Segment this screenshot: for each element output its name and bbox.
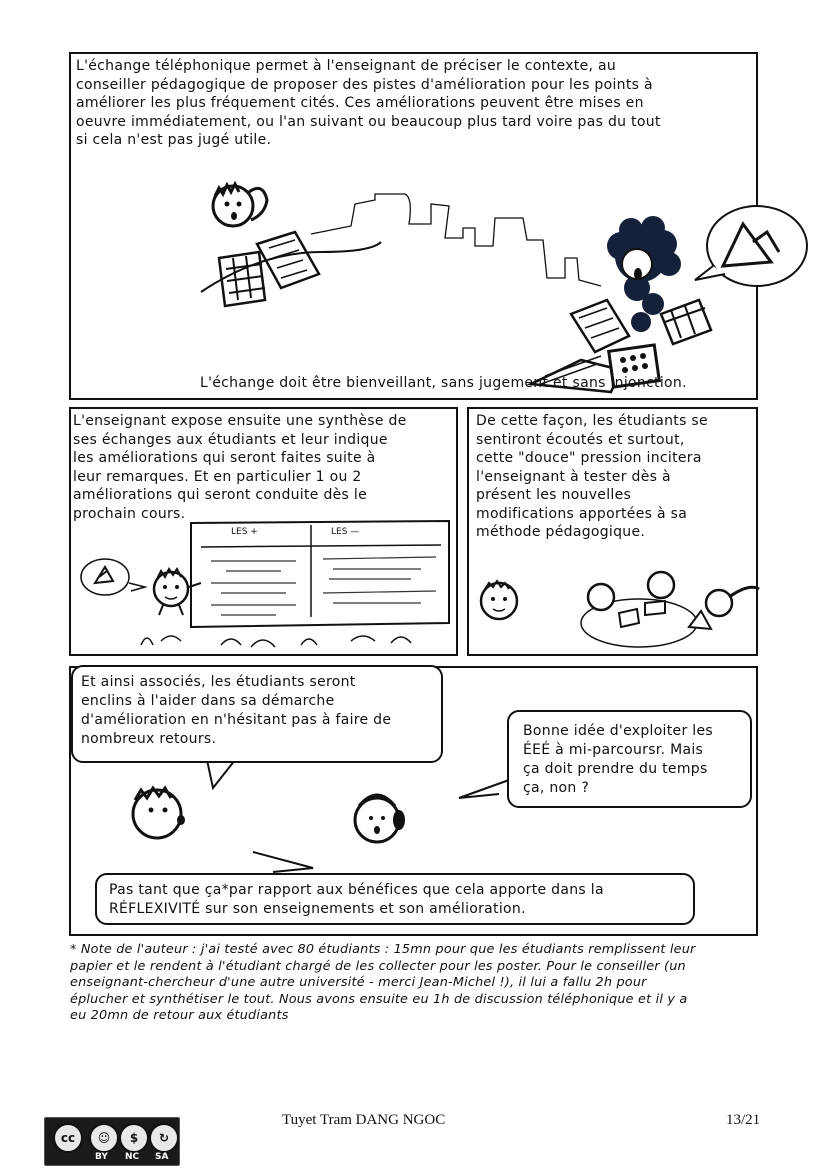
students-group-illustration (469, 567, 759, 657)
footer-author: Tuyet Tram DANG NGOC (282, 1112, 446, 1128)
author-note: * Note de l'auteur : j'ai testé avec 80 étudiants : 15mn pour que les étudiants remplissent leur papier et le rendent à l'étudiant chargé de les collecter pour les poster. Pour le conseiller (un enseignant-chercheur d'une autre université - merci Jean-Michel !), il lui a fallu 2h pour éplucher et synthétiser le tout. Nous avons ensuite eu 1h de discussion téléphonique et il y a eu 20mn de retour aux étudiants (70, 942, 696, 1023)
nc-label: NC (125, 1152, 140, 1162)
panel-intro-text: L'échange téléphonique permet à l'enseignant de préciser le contexte, au conseiller pédagogique de proposer des pistes d'amélioration pour les points à améliorer les plus fréquement cités. Ces améliorations peuvent être mises en oeuvre immédiatement, ou l'an suivant ou beaucoup plus tard voire pas du tout si cela n'est pas jugé utile. (76, 58, 661, 148)
speech-bubble-answer: Pas tant que ça*par rapport aux bénéfices que cela apporte dans la RÉFLEXIVITÉ sur son enseignements et son amélioration. (95, 873, 695, 925)
panel-teacher-synthesis (69, 407, 458, 656)
whiteboard-illustration (71, 517, 461, 657)
panel-phone-exchange (69, 52, 758, 400)
page-number: 13/21 (726, 1112, 761, 1128)
panel-synthesis-text: L'enseignant expose ensuite une synthèse de ses échanges aux étudiants et leur indique les améliorations qui seront faites suite à leur remarques. Et en particulier 1 ou 2 améliorations qui seront conduite dès le prochain cours. (73, 413, 407, 522)
cc-license-badge[interactable] (44, 1117, 180, 1166)
panel-caption: L'échange doit être bienveillant, sans jugement et sans injonction. (200, 375, 687, 391)
nc-icon: $ (119, 1123, 149, 1153)
panel-heard-text: De cette façon, les étudiants se sentiront écoutés et surtout, cette "douce" pression incitera l'enseignant à tester dès à présent les nouvelles modifications apportées à sa méthode pédagogique. (476, 413, 708, 540)
sa-label: SA (155, 1152, 169, 1162)
speech-bubble-students: Et ainsi associés, les étudiants seront enclins à l'aider dans sa démarche d'amélioration en n'hésitant pas à faire de nombreux retours. (71, 665, 443, 763)
by-icon: ☺ (89, 1123, 119, 1153)
by-label: BY (95, 1152, 108, 1162)
board-minus-header: LES — (331, 527, 360, 537)
phone-call-illustration (201, 164, 761, 384)
sa-icon: ↻ (149, 1123, 179, 1153)
cc-icon: cc (53, 1123, 83, 1153)
panel-students-associated (69, 666, 758, 936)
board-plus-header: LES + (231, 527, 258, 537)
panel-students-heard (467, 407, 758, 656)
speech-bubble-question: Bonne idée d'exploiter les ÉEÉ à mi-parcoursr. Mais ça doit prendre du temps ça, non ? (507, 710, 752, 808)
